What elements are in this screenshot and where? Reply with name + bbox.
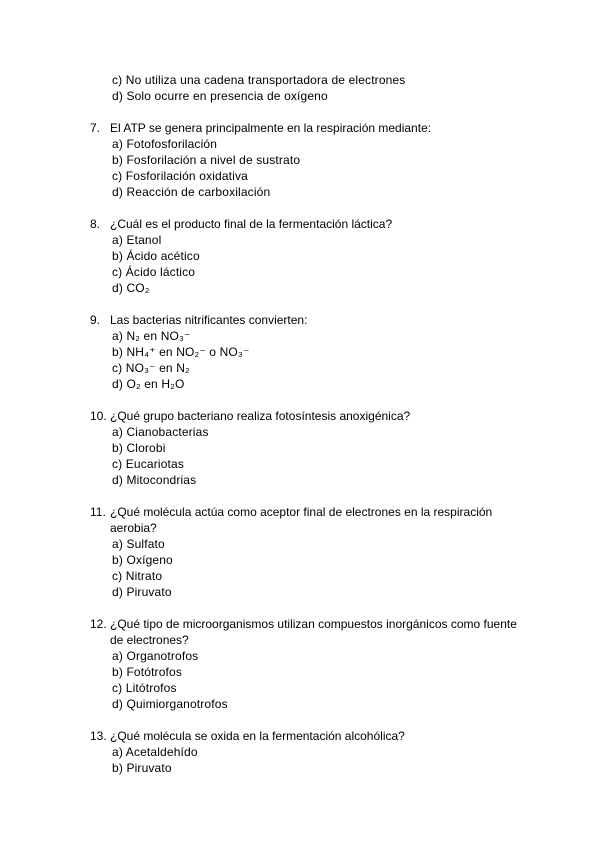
question-11 (90, 504, 530, 600)
option-list (90, 424, 530, 488)
option-d: d) Solo ocurre en presencia de oxígeno (112, 89, 328, 103)
question-text-continued: de electrones? (110, 633, 189, 647)
question-text: ¿Qué grupo bacteriano realiza fotosíntesis anoxigénica? (110, 409, 411, 423)
option-c: c) Eucariotas (112, 457, 184, 471)
option-d: d) CO₂ (112, 281, 150, 295)
question-7 (90, 120, 530, 200)
question-10 (90, 408, 530, 488)
option-list (90, 648, 530, 712)
option-a: a) Acetaldehído (112, 745, 198, 759)
option-b: b) NH₄⁺ en NO₂⁻ o NO₃⁻ (112, 345, 250, 359)
option-b: b) Fosforilación a nivel de sustrato (112, 153, 301, 167)
option-list (90, 136, 530, 200)
option-a: a) Etanol (112, 233, 162, 247)
question-text: ¿Cuál es el producto final de la fermentación láctica? (110, 217, 393, 231)
question-number: 11. (90, 505, 106, 519)
option-list (90, 536, 530, 600)
question-number: 12. (90, 617, 107, 631)
question-13 (90, 728, 530, 776)
question-text: El ATP se genera principalmente en la respiración mediante: (110, 121, 432, 135)
question-text: ¿Qué tipo de microorganismos utilizan compuestos inorgánicos como fuente (110, 617, 517, 631)
option-a: a) N₂ en NO₃⁻ (112, 329, 191, 343)
option-c: c) No utiliza una cadena transportadora de electrones (112, 73, 406, 87)
question-text: ¿Qué molécula se oxida en la fermentación alcohólica? (110, 729, 405, 743)
option-a: a) Sulfato (112, 537, 165, 551)
option-c: c) Ácido láctico (112, 265, 196, 279)
continued-options (112, 72, 405, 104)
option-c: c) Nitrato (112, 569, 163, 583)
option-d: d) Mitocondrias (112, 473, 197, 487)
option-list (90, 744, 530, 776)
option-a: a) Cianobacterias (112, 425, 209, 439)
option-c: c) NO₃⁻ en N₂ (112, 361, 190, 375)
option-c: c) Fosforilación oxidativa (112, 169, 248, 183)
question-number: 10. (90, 409, 107, 423)
question-number: 8. (90, 217, 101, 231)
option-list (90, 232, 530, 296)
option-c: c) Litótrofos (112, 681, 177, 695)
option-list (90, 328, 530, 392)
option-b: b) Ácido acético (112, 249, 200, 263)
question-number: 13. (90, 729, 107, 743)
question-number: 7. (90, 121, 101, 135)
option-d: d) Quimiorganotrofos (112, 697, 228, 711)
question-text-continued: aerobia? (110, 521, 157, 535)
question-12 (90, 616, 530, 712)
option-b: b) Fotótrofos (112, 665, 182, 679)
option-d: d) O₂ en H₂O (112, 377, 185, 391)
option-b: b) Piruvato (112, 761, 172, 775)
question-text: Las bacterias nitrificantes convierten: (110, 313, 308, 327)
option-b: b) Clorobi (112, 441, 166, 455)
option-d: d) Piruvato (112, 585, 172, 599)
question-text: ¿Qué molécula actúa como aceptor final de electrones en la respiración (110, 505, 493, 519)
option-a: a) Fotofosforilación (112, 137, 218, 151)
option-b: b) Oxígeno (112, 553, 173, 567)
question-number: 9. (90, 313, 101, 327)
option-d: d) Reacción de carboxilación (112, 185, 271, 199)
option-a: a) Organotrofos (112, 649, 199, 663)
question-8 (90, 216, 530, 296)
question-9 (90, 312, 530, 392)
